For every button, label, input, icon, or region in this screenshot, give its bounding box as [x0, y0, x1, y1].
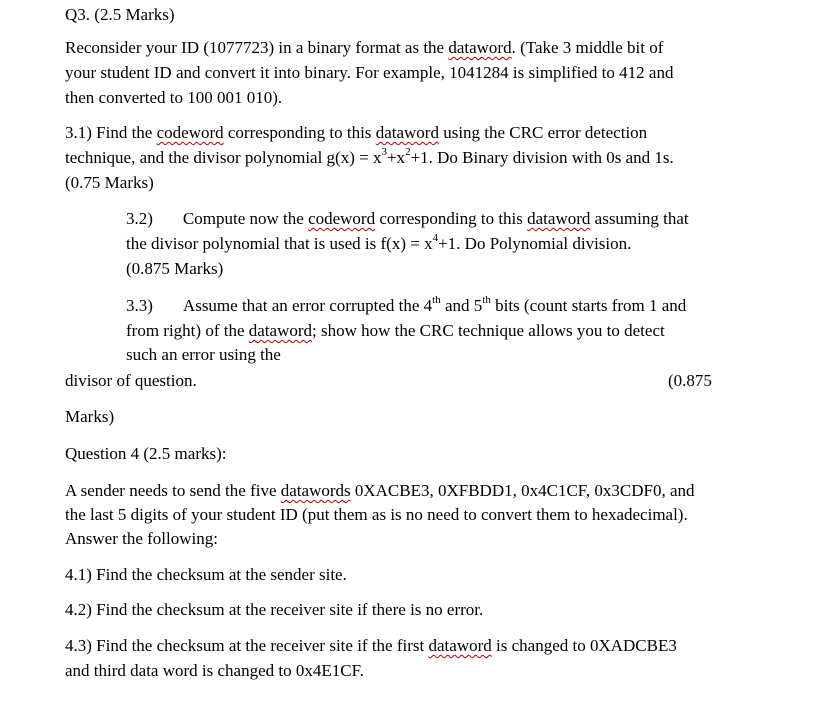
q3-intro-line-2: your student ID and convert it into binary. For example, 1041284 is simplified to 412 and — [65, 63, 674, 82]
q3-2-line-1: 3.2) Compute now the codeword corresponding to this dataword assuming that — [126, 209, 689, 228]
q4-intro-line-1: A sender needs to send the five datawords 0XACBE3, 0XFBDD1, 0x4C1CF, 0x3CDF0, and — [65, 481, 695, 500]
q3-3-line-3: such an error using the — [126, 345, 281, 364]
q3-3-line-1: 3.3) Assume that an error corrupted the 4th and 5th bits (count starts from 1 and — [126, 294, 687, 315]
question-4-1: 4.1) Find the checksum at the sender site. — [65, 565, 347, 584]
q4-intro-line-3: Answer the following: — [65, 529, 218, 548]
q3-intro-line-3: then converted to 100 001 010). — [65, 88, 283, 107]
q4-heading: Question 4 (2.5 marks): — [65, 444, 227, 463]
q3-2-marks: (0.875 Marks) — [126, 259, 224, 278]
q3-2-number: 3.2) — [126, 209, 153, 228]
q3-3-marks-end: Marks) — [65, 407, 115, 426]
q3-1-marks: (0.75 Marks) — [65, 173, 154, 192]
q3-2-line-2: the divisor polynomial that is used is $f(x) = x^4+1$. Do Polynomial division. — [126, 232, 632, 253]
q3-3-marks-start: (0.875 — [668, 371, 712, 390]
q3-3-line-4: divisor of question. — [65, 371, 197, 390]
q4-3-line-1: 4.3) Find the checksum at the receiver site if the first dataword is changed to 0XADCBE3 — [65, 636, 677, 655]
q3-1-line-1: 3.1) Find the codeword corresponding to this dataword using the CRC error detection — [65, 123, 648, 142]
q3-intro-line-1: Reconsider your ID (1077723) in a binary format as the dataword. (Take 3 middle bit of — [65, 38, 664, 57]
question-4-2: 4.2) Find the checksum at the receiver site if there is no error. — [65, 600, 484, 619]
q4-intro-line-2: the last 5 digits of your student ID (put them as is no need to convert them to hexadecimal). — [65, 505, 688, 524]
q3-heading: Q3. (2.5 Marks) — [65, 5, 175, 24]
q3-3-line-2: from right) of the dataword; show how the CRC technique allows you to detect — [126, 321, 665, 340]
q4-3-line-2: and third data word is changed to 0x4E1CF. — [65, 661, 364, 680]
q3-3-number: 3.3) — [126, 296, 153, 315]
q3-1-line-2: technique, and the divisor polynomial $g(x) = x^3+x^2+1$. Do Binary division with 0s and 1s. — [65, 146, 674, 167]
